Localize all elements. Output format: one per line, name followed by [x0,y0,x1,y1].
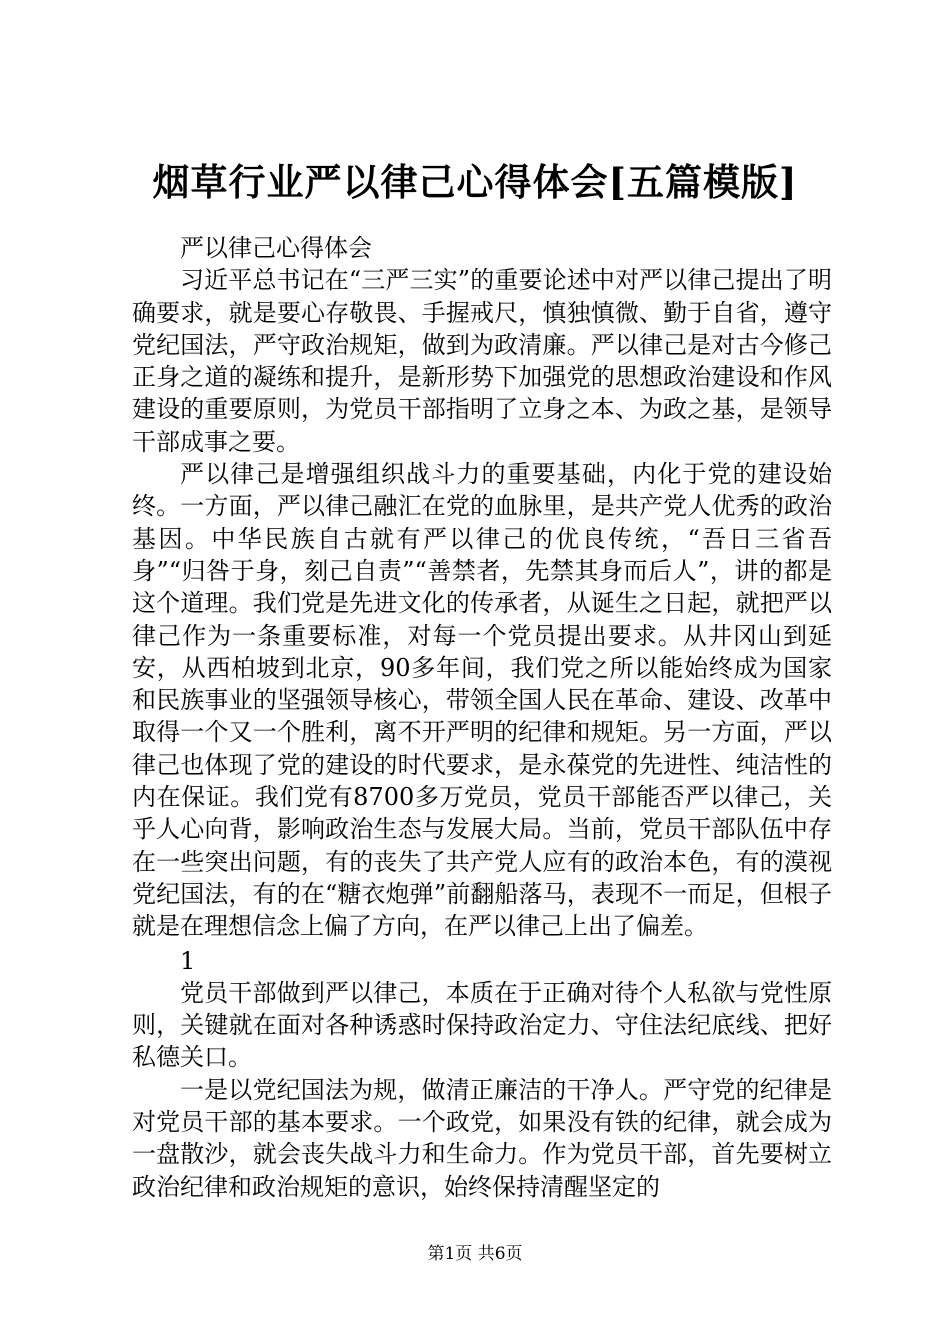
paragraph: 党员干部做到严以律己，本质在于正确对待个人私欲与党性原则，关键就在面对各种诱惑时保持政治定力、守住法纪底线、把好私德关口。 [132,978,832,1072]
paragraph: 习近平总书记在“三严三实”的重要论述中对严以律己提出了明确要求，就是要心存敬畏、手握戒尺，慎独慎微、勤于自省，遵守党纪国法，严守政治规矩，做到为政清廉。严以律己是对古今修己正身之道的凝练和提升，是新形势下加强党的思想政治建设和作风建设的重要原则，为党员干部指明了立身之本、为政之基，是领导干部成事之要。 [132,266,832,456]
paragraph-subtitle: 严以律己心得体会 [180,234,372,262]
paragraph: 一是以党纪国法为规，做清正廉洁的干净人。严守党的纪律是对党员干部的基本要求。一个政党，如果没有铁的纪律，就会成为一盘散沙，就会丧失战斗力和生命力。作为党员干部，首先要树立政治纪律和政治规矩的意识，始终保持清醒坚定的 [132,1075,832,1201]
paragraph: 严以律己是增强组织战斗力的重要基础，内化于党的建设始终。一方面，严以律己融汇在党的血脉里，是共产党人优秀的政治基因。中华民族自古就有严以律己的优良传统，“吾日三省吾身”“归咎于身，刻己自责”“善禁者，先禁其身而后人”，讲的都是这个道理。我们党是先进文化的传承者，从诞生之日起，就把严以律己作为一条重要标准，对每一个党员提出要求。从井冈山到延安，从西柏坡到北京，90多年间，我们党之所以能始终成为国家和民族事业的坚强领导核心，带领全国人民在革命、建设、改革中取得一个又一个胜利，离不开严明的纪律和规矩。另一方面，严以律己也体现了党的建设的时代要求，是永葆党的先进性、纯洁性的内在保证。我们党有8700多万党员，党员干部能否严以律己，关乎人心向背，影响政治生态与发展大局。当前，党员干部队伍中存在一些突出问题，有的丧失了共产党人应有的政治本色，有的漠视党纪国法，有的在“糖衣炮弹”前翻船落马，表现不一而足，但根子就是在理想信念上偏了方向，在严以律己上出了偏差。 [132,460,832,941]
page-marker: 1 [180,946,196,975]
document-body [132,232,832,1203]
document-title: 烟草行业严以律己心得体会[五篇模版] [152,160,798,204]
page-footer: 第1页 共6页 [427,1244,523,1264]
